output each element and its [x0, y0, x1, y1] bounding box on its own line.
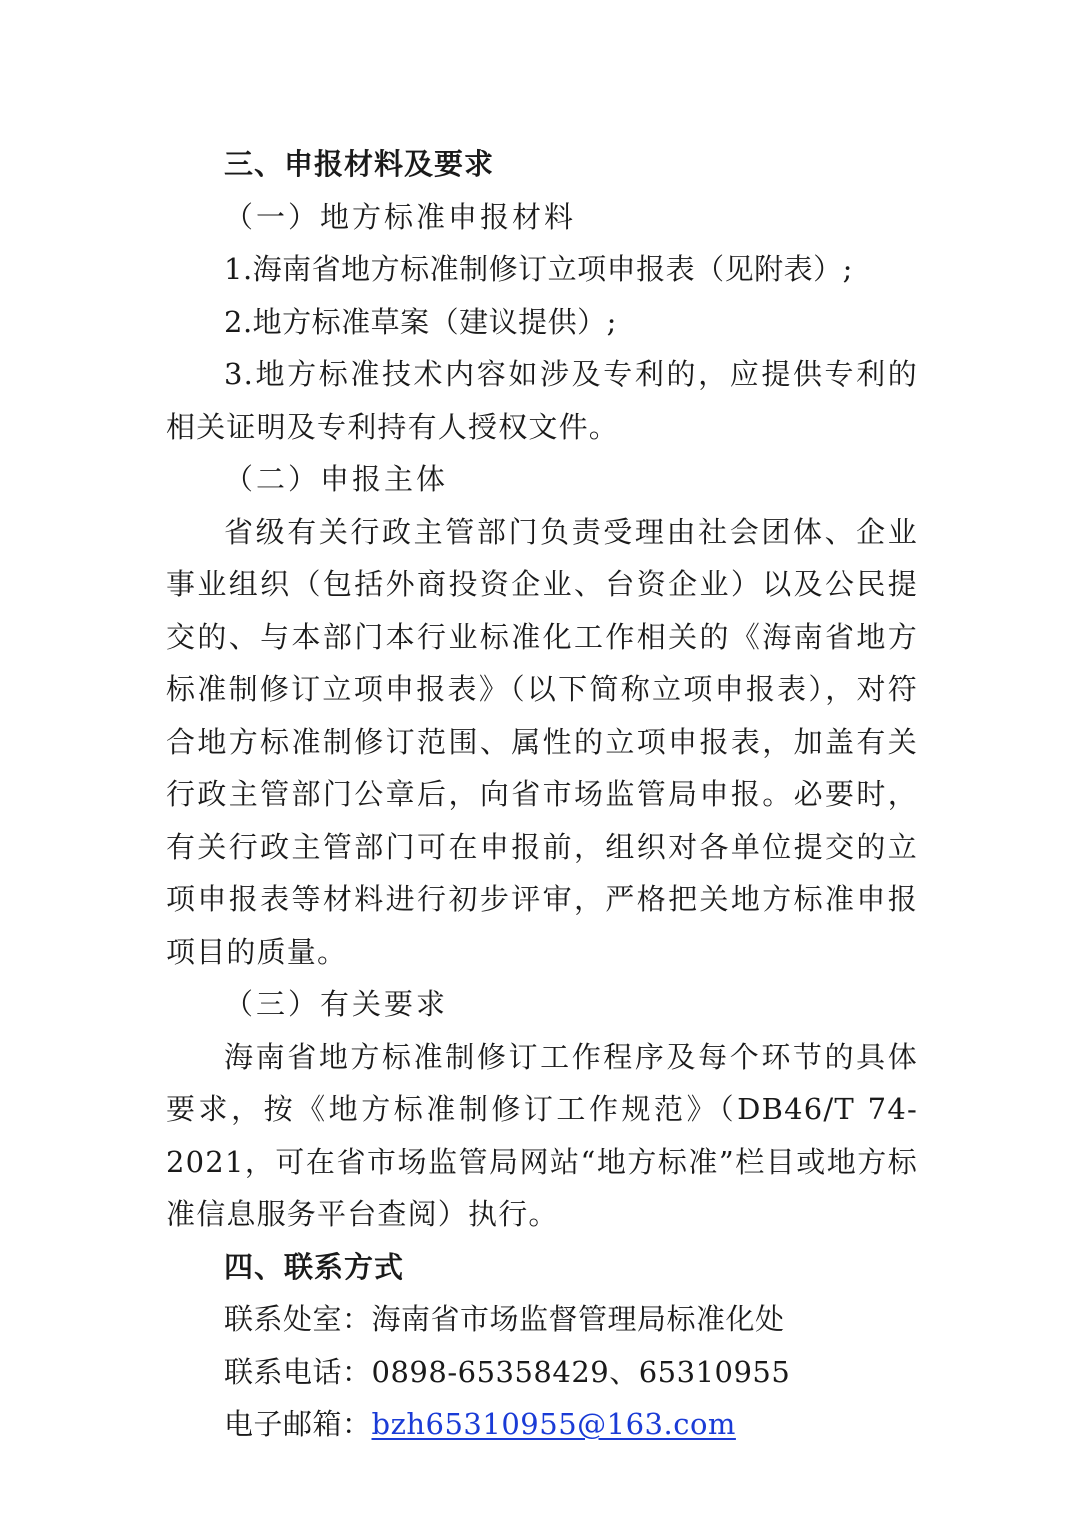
contact-office-value: 海南省市场监督管理局标准化处: [371, 1302, 785, 1336]
applicant-paragraph: 省级有关行政主管部门负责受理由社会团体、企业事业组织（包括外商投资企业、台资企业）以及公民提交的、与本部门本行业标准化工作相关的《海南省地方标准制修订立项申报表》（以下简称立项申报表），对符合地方标准制修订范围、属性的立项申报表，加盖有关行政主管部门公章后，向省市场监管局申报。必要时，有关行政主管部门可在申报前，组织对各单位提交的立项申报表等材料进行初步评审，严格把关地方标准申报项目的质量。: [166, 514, 918, 969]
section-4-heading: 四、联系方式: [224, 1249, 405, 1284]
contact-email-label: 电子邮箱：: [224, 1407, 372, 1441]
material-item-2: 2.地方标准草案（建议提供）;: [224, 304, 617, 339]
contact-phone-label: 联系电话：: [224, 1354, 372, 1389]
subsection-1-heading: （一）地方标准申报材料: [224, 199, 577, 234]
contact-phone-value: 0898-65358429、65310955: [371, 1354, 791, 1389]
document-page: [166, 138, 918, 1451]
contact-email: [166, 1398, 918, 1451]
requirements-paragraph: 海南省地方标准制修订工作程序及每个环节的具体要求，按《地方标准制修订工作规范》（DB46/T 74-2021，可在省市场监管局网站“地方标准”栏目或地方标准信息服务平台查阅）执行。: [166, 1039, 918, 1231]
section-3-heading: 三、申报材料及要求: [224, 147, 495, 181]
contact-office: [166, 1293, 918, 1346]
material-item-3: 3.地方标准技术内容如涉及专利的，应提供专利的相关证明及专利持有人授权文件。: [166, 357, 918, 444]
material-item-1: 1.海南省地方标准制修订立项申报表（见附表）;: [224, 252, 853, 286]
email-link[interactable]: bzh65310955@163.com: [371, 1407, 736, 1441]
contact-office-label: 联系处室：: [224, 1302, 372, 1336]
subsection-2-heading: （二）申报主体: [224, 462, 449, 496]
contact-phone: [166, 1346, 918, 1399]
subsection-3-heading: （三）有关要求: [224, 987, 449, 1021]
